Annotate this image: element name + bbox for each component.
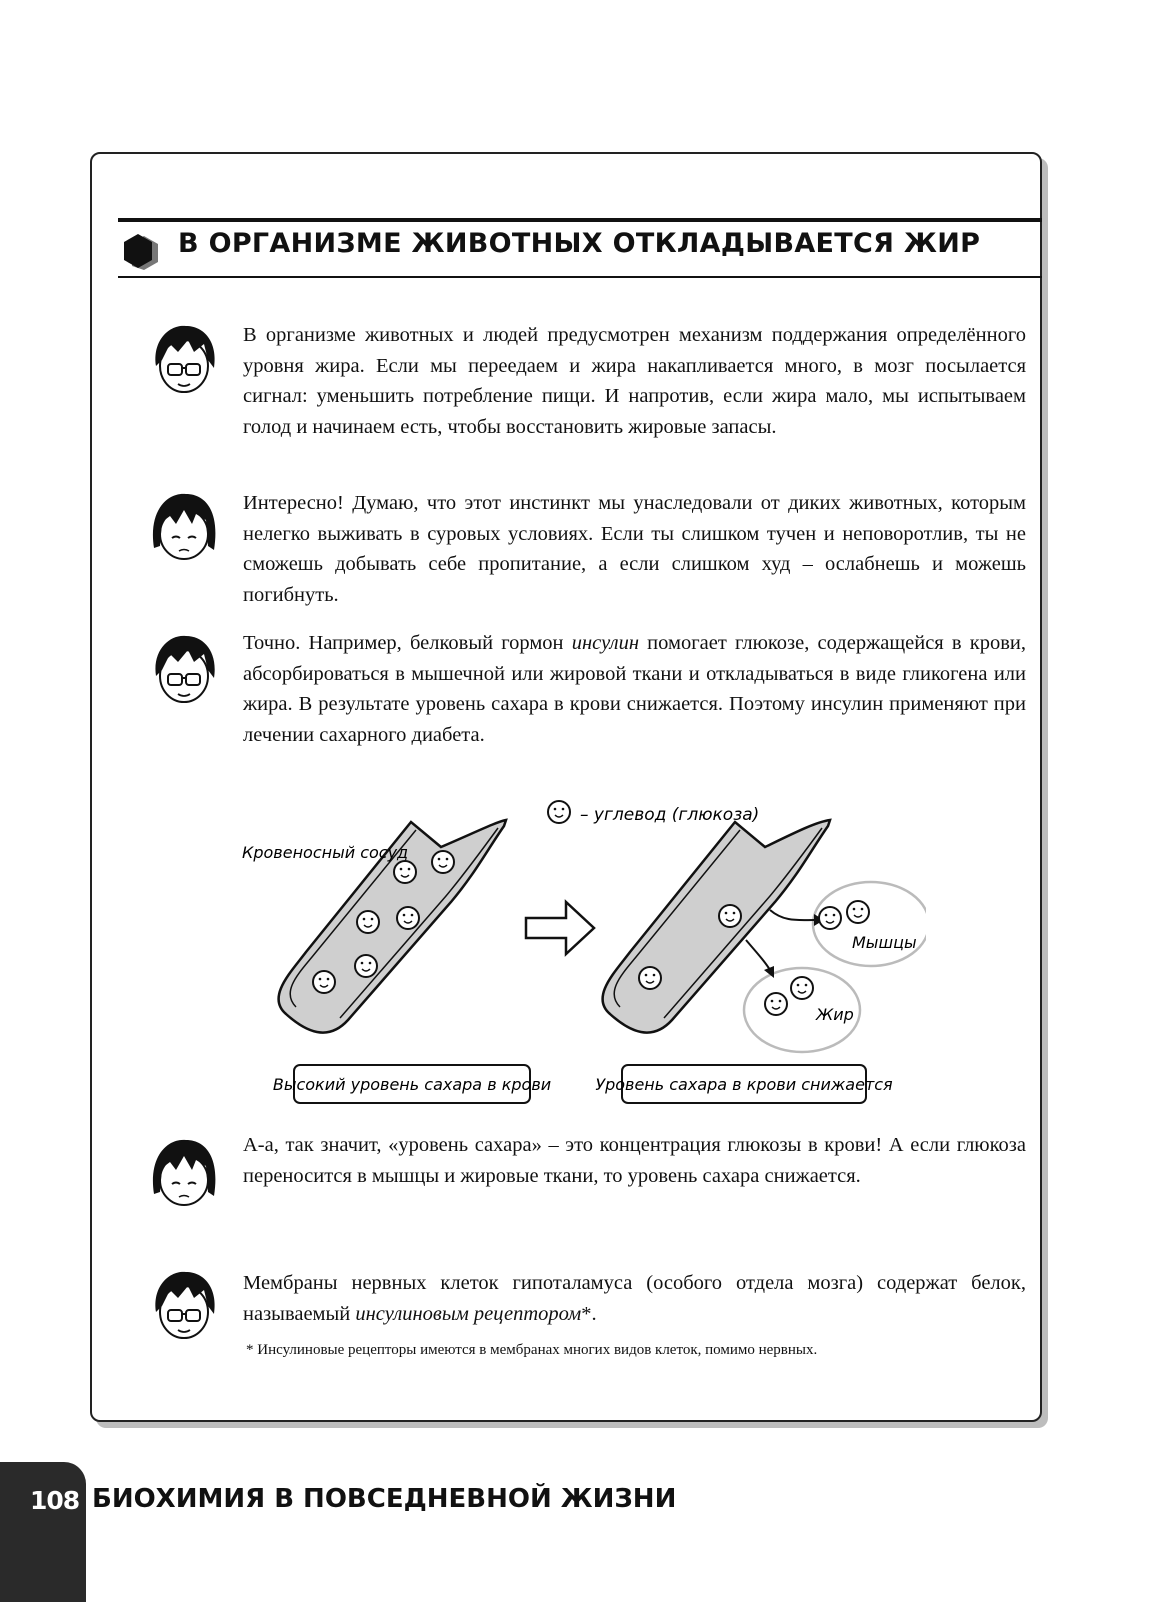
running-title: БИОХИМИЯ В ПОВСЕДНЕВНОЙ ЖИЗНИ — [92, 1484, 677, 1514]
girl-icon — [148, 490, 220, 564]
caption-left: Высокий уровень сахара в крови — [272, 1075, 552, 1094]
girl-icon — [148, 1136, 220, 1210]
man-with-glasses-icon — [148, 632, 220, 706]
caption-right: Уровень сахара в крови снижается — [595, 1075, 893, 1094]
heading-rule-top — [118, 218, 1042, 222]
dialogue-paragraph-4: А-а, так значит, «уровень сахара» – это концентрация глюкозы в крови! А если глюкоза переносится в мышцы и жировые ткани, то уровень сахара снижается. — [243, 1134, 1026, 1187]
dialogue-paragraph-5: Мембраны нервных клеток гипоталамуса (особого отдела мозга) содержат белок, называемый инсулиновым рецептором*. — [243, 1272, 1026, 1325]
footnote: * Инсулиновые рецепторы имеются в мембранах многих видов клеток, помимо нервных. — [246, 1342, 818, 1358]
dialogue-paragraph-1: В организме животных и людей предусмотрен механизм поддержания определённого уровня жира. Если мы переедаем и жира накапливается много, в мозг посылается сигнал: уменьшить потребление пищи. И напротив, если жира мало, мы испытываем голод и начинаем есть, чтобы восстановить жировые запасы. — [243, 324, 1026, 438]
man-with-glasses-icon — [148, 322, 220, 396]
heading-rule-bottom — [118, 276, 1042, 278]
dialogue-paragraph-3: Точно. Например, белковый гормон инсулин помогает глюкозе, содержащейся в крови, абсорбироваться в мышечной или жировой ткани и откладываться в виде гликогена или жира. В результате уровень сахара в крови снижается. Поэтому инсулин применяют при лечении сахарного диабета. — [243, 632, 1026, 746]
vessel-label: Кровеносный сосуд — [242, 843, 409, 862]
man-with-glasses-icon — [148, 1268, 220, 1342]
page-tab — [0, 1462, 86, 1602]
transition-arrow-icon — [526, 902, 594, 954]
legend-label: – углевод (глюкоза) — [580, 805, 760, 825]
page-number: 108 — [30, 1486, 80, 1515]
fat-label: Жир — [816, 1005, 854, 1024]
hexagon-icon — [120, 232, 160, 272]
dialogue-paragraph-2: Интересно! Думаю, что этот инстинкт мы унаследовали от диких животных, которым нелегко выживать в суровых условиях. Если ты слишком тучен и неповоротлив, ты не сможешь добывать себе пропитание, а если слишком худ – ослабнешь и можешь погибнуть. — [243, 492, 1026, 606]
term-insulin-receptor: инсулиновым рецептором — [355, 1302, 582, 1325]
muscle-label: Мышцы — [852, 933, 917, 952]
glucose-legend-icon — [548, 801, 570, 823]
term-insulin: инсулин — [571, 632, 639, 654]
glucose-diagram — [236, 792, 926, 1112]
section-heading: В ОРГАНИЗМЕ ЖИВОТНЫХ ОТКЛАДЫВАЕТСЯ ЖИР — [178, 228, 981, 259]
